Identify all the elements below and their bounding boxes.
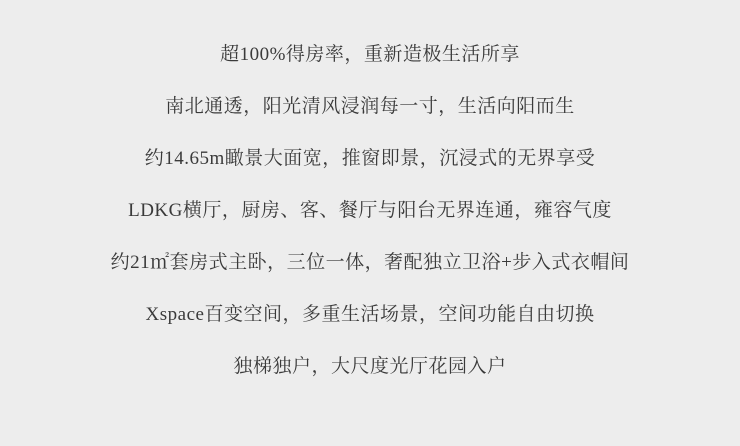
slogan-line-facade-width: 约14.65m瞰景大面宽，推窗即景，沉浸式的无界享受 xyxy=(144,148,596,169)
slogan-line-ldkg-hall: LDKG横厅，厨房、客、餐厅与阳台无界连通，雍容气度 xyxy=(128,200,612,221)
slogan-line-private-entry: 独梯独户，大尺度光厅花园入户 xyxy=(233,356,507,377)
slogan-line-xspace: Xspace百变空间，多重生活场景，空间功能自由切换 xyxy=(145,304,595,325)
slogan-line-orientation: 南北通透，阳光清风浸润每一寸，生活向阳而生 xyxy=(165,96,575,117)
slogan-line-master-suite: 约21㎡套房式主卧，三位一体，奢配独立卫浴+步入式衣帽间 xyxy=(110,252,630,273)
slogan-line-floor-ratio: 超100%得房率，重新造极生活所享 xyxy=(220,44,520,65)
